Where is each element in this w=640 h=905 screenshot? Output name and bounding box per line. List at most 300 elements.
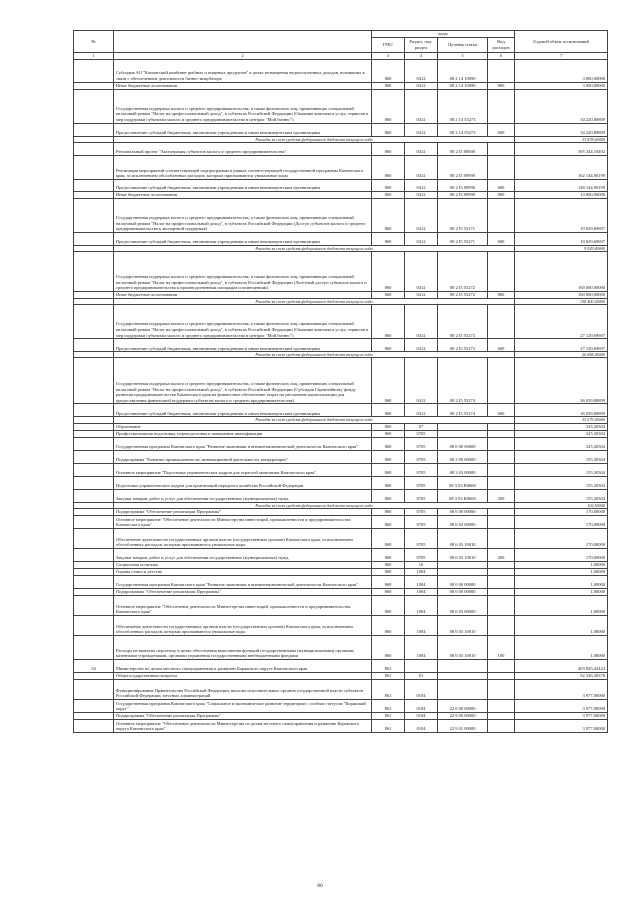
row-csr [438, 672, 488, 679]
row-grbs: 860 [372, 515, 405, 528]
row-grbs: 861 [372, 672, 405, 679]
row-no [74, 305, 114, 339]
row-no [74, 588, 114, 595]
row-grbs: 861 [372, 719, 405, 732]
row-amount: 170,00000 [515, 548, 608, 561]
row-no [74, 292, 114, 299]
row-vr [488, 252, 515, 292]
row-csr: 08 6 03 10010 [438, 548, 488, 561]
row-grbs: 860 [372, 548, 405, 561]
row-razdel: 01 [405, 672, 438, 679]
budget-table [73, 30, 608, 733]
row-csr: 08 2 14 55273 [438, 123, 488, 136]
row-name: Предоставление субсидий бюджетным, автономным учреждениям и иным некоммерческим организациям [114, 123, 372, 136]
row-amount: 1,00000 [515, 615, 608, 635]
row-grbs: 860 [372, 198, 405, 232]
row-grbs: 860 [372, 155, 405, 179]
row-amount: 10 029,69697 [515, 232, 608, 245]
row-razdel: 0412 [405, 339, 438, 352]
row-vr [488, 679, 515, 699]
header-index-row [74, 53, 608, 60]
table-row [74, 672, 608, 679]
row-amount: 3 977,00000 [515, 679, 608, 699]
table-row [74, 476, 608, 489]
row-no [74, 561, 114, 568]
row-grbs: 860 [372, 595, 405, 615]
row-name: Иные бюджетные ассигнования [114, 82, 372, 89]
note-label: Расходы за счет средств федерального бюджета текущего года [114, 245, 515, 251]
row-grbs: 860 [372, 635, 405, 659]
row-name: Субсидия АО "Камчатский комбинат рыбных и пищевых продуктов" в целях возмещения недополученных доходов, возникших в связи с обеспечением деятельности бизнес-инкубатора [114, 59, 372, 82]
row-grbs: 860 [372, 123, 405, 136]
row-amount: 155,30304 [515, 476, 608, 489]
row-no [74, 595, 114, 615]
row-vr [488, 575, 515, 588]
row-razdel: 0412 [405, 232, 438, 245]
table-row [74, 155, 608, 179]
row-grbs: 860 [372, 142, 405, 155]
row-vr: 600 [488, 404, 515, 417]
row-csr: 08 3 03 R0660 [438, 489, 488, 502]
index-cell: 4 [405, 53, 438, 60]
header-total: Годовой объем ассигнований [515, 31, 608, 53]
row-amount: 148 144,90199 [515, 179, 608, 191]
row-csr: 08 2 I5 55274 [438, 404, 488, 417]
row-razdel: 0412 [405, 404, 438, 417]
row-csr: 08 2 I5 55273 [438, 305, 488, 339]
row-csr: 22 9 00 00000 [438, 712, 488, 719]
table-row [74, 123, 608, 136]
row-name: Основное мероприятие "Обеспечение деятельности Министерства инвестиций, промышленности и предпринимательства Камчатского края" [114, 595, 372, 615]
row-amount: 34 220,80809 [515, 89, 608, 123]
row-grbs: 860 [372, 575, 405, 588]
row-vr: 800 [488, 82, 515, 89]
header-razdel: Раздел, под-раздел [405, 38, 438, 53]
table-row [74, 615, 608, 635]
row-csr [438, 430, 488, 437]
row-name: Министерство по делам местного самоуправления и развитию Корякского округа Камчатского края [114, 659, 372, 672]
row-name: Социальная политика [114, 561, 372, 568]
row-name: Государственная программа Камчатского края "Развитие экономики и внешнеэкономической деятельности Камчатского края" [114, 575, 372, 588]
row-csr: 08 2 14 10090 [438, 82, 488, 89]
row-grbs: 860 [372, 292, 405, 299]
row-razdel: 0412 [405, 292, 438, 299]
row-amount: 3 000,00000 [515, 82, 608, 89]
row-vr [488, 595, 515, 615]
row-razdel: 0412 [405, 179, 438, 191]
row-amount: 3 977,00000 [515, 699, 608, 712]
row-grbs: 861 [372, 659, 405, 672]
table-row [74, 59, 608, 82]
row-razdel: 0412 [405, 59, 438, 82]
row-csr: 08 2 I5 55271 [438, 198, 488, 232]
row-vr [488, 712, 515, 719]
row-no [74, 463, 114, 476]
table-row [74, 305, 608, 339]
row-no [74, 568, 114, 575]
row-no [74, 232, 114, 245]
row-razdel: 0104 [405, 679, 438, 699]
note-amount: 102,50000 [515, 502, 608, 508]
row-amount: 160 000,00000 [515, 252, 608, 292]
note-amount: 158 400,00000 [515, 299, 608, 305]
table-row [74, 430, 608, 437]
row-no [74, 430, 114, 437]
row-amount: 36 039,80899 [515, 358, 608, 404]
table-row [74, 252, 608, 292]
row-vr [488, 423, 515, 430]
row-razdel: 0412 [405, 305, 438, 339]
row-vr [488, 588, 515, 595]
row-vr: 200 [488, 548, 515, 561]
note-label: Расходы за счет средств федерального бюджета текущего года [114, 299, 515, 305]
row-csr: 08 6 03 00000 [438, 595, 488, 615]
row-razdel: 1004 [405, 588, 438, 595]
row-csr: 22 9 01 00000 [438, 719, 488, 732]
table-row [74, 635, 608, 659]
row-grbs: 860 [372, 423, 405, 430]
row-amount: 92 326,30378 [515, 672, 608, 679]
row-name: Функционирование Правительства Российской Федерации, высших исполнительных органов государственной власти субъектов Российской Федерации, местных администраций [114, 679, 372, 699]
row-name: Государственная программа Камчатского края "Развитие экономики и внешнеэкономической деятельности Камчатского края" [114, 437, 372, 450]
row-amount: 27 129,69697 [515, 305, 608, 339]
table-row [74, 679, 608, 699]
header-codes: коды [372, 31, 515, 38]
row-razdel: 0705 [405, 528, 438, 548]
row-name: Подпрограмма "Обеспечение реализации Программы" [114, 508, 372, 515]
row-name: Реализация мероприятий соответствующей подпрограммы в рамках соответствующей государственной программы Камчатского края, за исключением обособленных расходов, которым присваиваются уникальные коды [114, 155, 372, 179]
table-row [74, 595, 608, 615]
row-no [74, 712, 114, 719]
table-row [74, 548, 608, 561]
row-csr: 08 2 I5 09990 [438, 179, 488, 191]
row-csr: 08 2 I5 55271 [438, 232, 488, 245]
row-csr: 08 2 I5 09990 [438, 155, 488, 179]
note-amount: 9 929,40000 [515, 245, 608, 251]
row-name: Предоставление субсидий бюджетным, автономным учреждениям и иным некоммерческим организациям [114, 339, 372, 352]
row-amount: 1,00000 [515, 575, 608, 588]
row-amount: 325,30304 [515, 437, 608, 450]
row-no [74, 508, 114, 515]
row-razdel: 0412 [405, 142, 438, 155]
row-name: Основное мероприятие "Подготовка управленческих кадров для отраслей экономики Камчатского края" [114, 463, 372, 476]
row-grbs: 861 [372, 699, 405, 712]
row-name: Государственная поддержка малого и среднего предпринимательства, а также физических лиц, применяющих специальный налоговый режим "Налог на профессиональный доход", в субъектах Российской Федерации (Субсидия Гарантийному фонду развития предпринимательства Камчатского края на финансовое обеспечение затрат на увеличение капитализации для предоставления финансовой поддержки субъектам малого и среднего предпринимательства) [114, 358, 372, 404]
row-no [74, 179, 114, 191]
row-no [74, 719, 114, 732]
row-grbs: 860 [372, 568, 405, 575]
row-grbs: 860 [372, 82, 405, 89]
row-razdel: 0705 [405, 437, 438, 450]
row-vr [488, 515, 515, 528]
note-amount: 33 878,60000 [515, 136, 608, 142]
table-row [74, 82, 608, 89]
row-grbs: 860 [372, 339, 405, 352]
row-amount: 27 129,69697 [515, 339, 608, 352]
row-amount: 3 000,00000 [515, 59, 608, 82]
row-name: Основное мероприятие "Обеспечение деятельности Министерства инвестиций, промышленности и предпринимательства Камчатского края" [114, 515, 372, 528]
row-razdel: 0412 [405, 191, 438, 198]
table-row [74, 515, 608, 528]
row-amount: 170,00000 [515, 515, 608, 528]
table-row [74, 191, 608, 198]
row-name: Иные бюджетные ассигнования [114, 292, 372, 299]
row-name: Подпрограмма "Обеспечение реализации Программы" [114, 712, 372, 719]
row-no [74, 59, 114, 82]
table-body [74, 59, 608, 732]
row-grbs: 860 [372, 450, 405, 463]
row-vr [488, 568, 515, 575]
row-amount: 403 845,42424 [515, 659, 608, 672]
row-amount: 155,30304 [515, 463, 608, 476]
row-name: Подготовка управленческих кадров для организаций народного хозяйства Российской Федерации [114, 476, 372, 489]
row-no [74, 635, 114, 659]
table-row [74, 528, 608, 548]
row-no [74, 679, 114, 699]
row-no [74, 615, 114, 635]
row-vr [488, 155, 515, 179]
row-no [74, 339, 114, 352]
row-grbs: 860 [372, 89, 405, 123]
index-cell: 7 [515, 53, 608, 60]
row-name: Государственная программа Камчатского края "Социальное и экономическое развитие территории с особым статусом "Корякский округ" [114, 699, 372, 712]
row-grbs: 860 [372, 232, 405, 245]
table-row [74, 575, 608, 588]
row-name: Общегосударственные вопросы [114, 672, 372, 679]
row-csr: 08 6 00 00000 [438, 588, 488, 595]
page-number: 80 [317, 883, 323, 889]
row-razdel: 07 [405, 423, 438, 430]
row-razdel: 0705 [405, 476, 438, 489]
row-no [74, 358, 114, 404]
row-csr: 08 2 14 55273 [438, 89, 488, 123]
table-row [74, 719, 608, 732]
row-razdel: 0412 [405, 82, 438, 89]
row-grbs: 860 [372, 430, 405, 437]
row-vr [488, 198, 515, 232]
row-razdel: 0705 [405, 430, 438, 437]
row-csr [438, 659, 488, 672]
row-razdel: 0705 [405, 463, 438, 476]
row-grbs: 860 [372, 489, 405, 502]
note-amount: 26 858,40000 [515, 352, 608, 358]
row-no [74, 423, 114, 430]
table-header [74, 31, 608, 60]
row-no [74, 515, 114, 528]
row-no [74, 528, 114, 548]
row-no [74, 198, 114, 232]
row-name: Закупка товаров, работ и услуг для обеспечения государственных (муниципальных) нужд [114, 548, 372, 561]
row-name: Региональный проект "Акселерация субъектов малого и среднего предпринимательства" [114, 142, 372, 155]
row-name: Иные бюджетные ассигнования [114, 191, 372, 198]
row-grbs: 861 [372, 679, 405, 699]
row-vr [488, 672, 515, 679]
row-grbs: 860 [372, 59, 405, 82]
row-csr: 08 6 03 10010 [438, 615, 488, 635]
row-razdel: 0412 [405, 358, 438, 404]
note-amount: 35 679,40000 [515, 417, 608, 423]
table-row [74, 232, 608, 245]
row-name: Предоставление субсидий бюджетным, автономным учреждениям и иным некоммерческим организациям [114, 404, 372, 417]
row-name: Государственная поддержка малого и среднего предпринимательства, а также физических лиц, применяющих специальный налоговый режим "Налог на профессиональный доход", в субъектах Российской Федерации (Льготный доступ субъектов малого и среднего предпринимательства к производственным площадям и помещениям) [114, 252, 372, 292]
row-csr: 08 6 00 00000 [438, 508, 488, 515]
document-page [73, 30, 607, 733]
row-vr [488, 89, 515, 123]
row-csr: 08 2 I5 55273 [438, 339, 488, 352]
row-amount: 1,00000 [515, 568, 608, 575]
row-amount: 1,00000 [515, 588, 608, 595]
row-csr: 08 2 I5 55272 [438, 292, 488, 299]
row-vr: 800 [488, 191, 515, 198]
row-amount: 155,30304 [515, 489, 608, 502]
row-razdel: 1004 [405, 635, 438, 659]
row-vr: 800 [488, 292, 515, 299]
row-razdel: 0705 [405, 515, 438, 528]
row-csr: 08 0 00 00000 [438, 437, 488, 450]
row-vr [488, 430, 515, 437]
row-amount: 155,30304 [515, 450, 608, 463]
row-amount: 3 977,00000 [515, 712, 608, 719]
row-razdel: 1004 [405, 568, 438, 575]
row-amount: 36 039,80899 [515, 404, 608, 417]
table-row [74, 142, 608, 155]
row-razdel: 0705 [405, 508, 438, 515]
row-name: Охрана семьи и детства [114, 568, 372, 575]
row-csr: 08 0 00 00000 [438, 575, 488, 588]
row-vr [488, 476, 515, 489]
row-razdel: 0104 [405, 699, 438, 712]
table-row [74, 568, 608, 575]
row-vr [488, 437, 515, 450]
table-row [74, 89, 608, 123]
row-vr: 600 [488, 339, 515, 352]
row-razdel: 0705 [405, 489, 438, 502]
row-no [74, 89, 114, 123]
row-vr: 100 [488, 635, 515, 659]
header-grbs: ГРБС [372, 38, 405, 53]
row-no [74, 672, 114, 679]
table-row [74, 699, 608, 712]
row-vr [488, 561, 515, 568]
row-no [74, 252, 114, 292]
table-row [74, 404, 608, 417]
row-vr [488, 305, 515, 339]
row-grbs: 860 [372, 561, 405, 568]
row-name: Обеспечение деятельности государственных органов власти (государственных органов) Камчатского края, за исключением обособленных расходов, которым присваиваются уникальные коды [114, 528, 372, 548]
row-grbs: 860 [372, 528, 405, 548]
row-razdel: 0412 [405, 252, 438, 292]
row-amount: 160 000,00000 [515, 292, 608, 299]
row-grbs: 860 [372, 615, 405, 635]
row-no [74, 450, 114, 463]
index-cell: 2 [114, 53, 372, 60]
row-vr: 600 [488, 179, 515, 191]
row-no [74, 699, 114, 712]
row-csr: 08 2 14 10090 [438, 59, 488, 82]
row-grbs: 860 [372, 508, 405, 515]
row-razdel: 1004 [405, 615, 438, 635]
header-csr: Целевая статья [438, 38, 488, 53]
row-name: Предоставление субсидий бюджетным, автономным учреждениям и иным некоммерческим организациям [114, 232, 372, 245]
row-razdel: 10 [405, 561, 438, 568]
row-csr: 22 0 00 00000 [438, 699, 488, 712]
row-grbs: 860 [372, 191, 405, 198]
row-razdel: 0705 [405, 450, 438, 463]
row-grbs: 861 [372, 712, 405, 719]
row-name: Подпрограмма "Развитие промышленности, инновационной деятельности, конкуренции" [114, 450, 372, 463]
row-vr [488, 719, 515, 732]
row-vr [488, 450, 515, 463]
row-name: Государственная поддержка малого и среднего предпринимательства, а также физических лиц, применяющих специальный налоговый режим "Налог на профессиональный доход", в субъектах Российской Федерации (Оказание комплекса услуг, сервисов и мер поддержки субъектам малого и среднего предпринимательства в центрах "Мой бизнес") [114, 89, 372, 123]
row-grbs: 860 [372, 437, 405, 450]
row-amount: 1,00000 [515, 561, 608, 568]
row-no [74, 155, 114, 179]
row-name: Государственная поддержка малого и среднего предпринимательства, а также физических лиц, применяющих специальный налоговый режим "Налог на профессиональный доход", в субъектах Российской Федерации (Доступ субъектов малого и среднего предпринимательства к экспортной поддержке) [114, 198, 372, 232]
row-no [74, 437, 114, 450]
row-csr: 08 3 03 00000 [438, 463, 488, 476]
row-vr: 600 [488, 232, 515, 245]
row-amount: 1,00000 [515, 635, 608, 659]
row-amount: 325,30304 [515, 430, 608, 437]
row-grbs: 860 [372, 463, 405, 476]
row-razdel: 0412 [405, 89, 438, 123]
row-vr [488, 508, 515, 515]
header-vr: Вид расходов [488, 38, 515, 53]
row-grbs: 860 [372, 476, 405, 489]
row-vr [488, 59, 515, 82]
table-row [74, 423, 608, 430]
row-no [74, 82, 114, 89]
index-cell: 1 [74, 53, 114, 60]
row-razdel [405, 659, 438, 672]
row-grbs: 860 [372, 588, 405, 595]
row-name: Подпрограмма "Обеспечение реализации Программы" [114, 588, 372, 595]
row-no [74, 489, 114, 502]
row-vr [488, 528, 515, 548]
row-csr: 08 2 I5 00000 [438, 142, 488, 155]
row-name: Закупка товаров, работ и услуг для обеспечения государственных (муниципальных) нужд [114, 489, 372, 502]
row-grbs: 860 [372, 358, 405, 404]
row-no [74, 123, 114, 136]
row-vr [488, 615, 515, 635]
row-no [74, 548, 114, 561]
row-csr: 08 6 03 00000 [438, 515, 488, 528]
row-csr: 08 2 I5 55274 [438, 358, 488, 404]
table-row [74, 489, 608, 502]
row-csr [438, 568, 488, 575]
row-no [74, 476, 114, 489]
row-grbs: 860 [372, 179, 405, 191]
header-no: № [74, 31, 114, 53]
row-vr: 200 [488, 489, 515, 502]
row-razdel: 0412 [405, 155, 438, 179]
row-razdel: 0104 [405, 719, 438, 732]
row-csr: 08 3 03 R0660 [438, 476, 488, 489]
index-cell: 5 [438, 53, 488, 60]
row-amount: 325,30304 [515, 423, 608, 430]
row-name: Основное мероприятие "Обеспечение деятельности Министерства по делам местного самоуправления и развитию Корякского округа Камчатского края" [114, 719, 372, 732]
row-csr: 08 2 I5 09990 [438, 191, 488, 198]
row-grbs: 860 [372, 404, 405, 417]
note-label: Расходы за счет средств федерального бюджета текущего года [114, 417, 515, 423]
table-row [74, 712, 608, 719]
table-row [74, 463, 608, 476]
row-name: Образование [114, 423, 372, 430]
row-no [74, 191, 114, 198]
row-amount: 162 144,90199 [515, 155, 608, 179]
row-razdel: 1004 [405, 575, 438, 588]
row-name: Расходы на выплаты персоналу в целях обеспечения выполнения функций государственными (муниципальными) органами, казенными учреждениями, органами управления государственными внебюджетными фондами [114, 635, 372, 659]
